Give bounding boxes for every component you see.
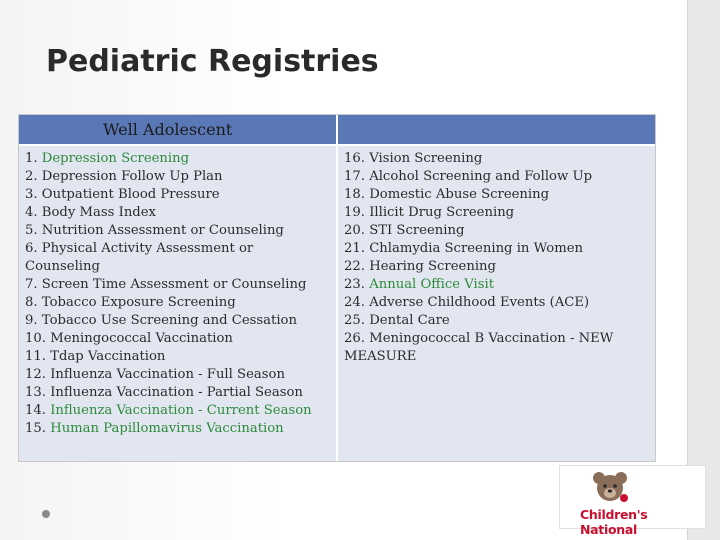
registry-list-right [344, 150, 651, 366]
registry-list-item [344, 258, 651, 276]
item-text: STI Screening [369, 223, 465, 238]
item-text: Influenza Vaccination - Current Season [50, 403, 312, 418]
table-column-right [338, 146, 655, 461]
item-number: 25. [344, 313, 365, 328]
table-header-label: Well Adolescent [103, 120, 233, 139]
item-text: Adverse Childhood Events (ACE) [369, 295, 590, 310]
registry-list-item [344, 168, 651, 186]
registry-list-item [25, 420, 332, 438]
item-text: Screen Time Assessment or Counseling [41, 277, 307, 292]
teddy-bear-icon [590, 470, 630, 506]
item-number: 22. [344, 259, 365, 274]
item-number: 15. [25, 421, 46, 436]
item-text: Human Papillomavirus Vaccination [50, 421, 284, 436]
registry-list-item [25, 402, 332, 420]
registry-list-item [25, 240, 332, 276]
registry-list-item [25, 348, 332, 366]
item-number: 21. [344, 241, 365, 256]
registry-list-item [344, 186, 651, 204]
item-number: 26. [344, 331, 365, 346]
page-title: Pediatric Registries [46, 44, 379, 79]
slide-right-edge [687, 0, 720, 540]
item-text: Annual Office Visit [369, 277, 495, 292]
item-number: 10. [25, 331, 46, 346]
item-number: 16. [344, 151, 365, 166]
item-number: 20. [344, 223, 365, 238]
registry-list-item [25, 222, 332, 240]
item-text: Tdap Vaccination [50, 349, 166, 364]
item-text: Nutrition Assessment or Counseling [41, 223, 284, 238]
item-text: Influenza Vaccination - Full Season [50, 367, 285, 382]
item-number: 8. [25, 295, 38, 310]
registry-list-item [25, 366, 332, 384]
registry-list-item [344, 240, 651, 258]
registry-list-item [25, 384, 332, 402]
logo-text: Children's National [580, 507, 648, 537]
registry-list-item [344, 150, 651, 168]
registry-list-left [25, 150, 332, 438]
item-number: 18. [344, 187, 365, 202]
registry-list-item [25, 186, 332, 204]
item-text: Domestic Abuse Screening [369, 187, 550, 202]
registry-list-item [25, 168, 332, 186]
item-number: 9. [25, 313, 38, 328]
registry-list-item [344, 330, 651, 366]
registry-list-item [344, 222, 651, 240]
item-text: Depression Follow Up Plan [41, 169, 223, 184]
item-text: Illicit Drug Screening [369, 205, 515, 220]
item-text: Meningococcal B Vaccination - NEW MEASURE [344, 331, 614, 364]
bullet-dot [42, 510, 50, 518]
registry-list-item [344, 276, 651, 294]
item-text: Chlamydia Screening in Women [369, 241, 583, 256]
registry-list-item [344, 294, 651, 312]
item-text: Depression Screening [41, 151, 190, 166]
item-text: Meningococcal Vaccination [50, 331, 233, 346]
item-text: Tobacco Exposure Screening [41, 295, 236, 310]
childrens-national-logo [559, 465, 706, 537]
item-number: 5. [25, 223, 38, 238]
registry-list-item [25, 294, 332, 312]
item-text: Influenza Vaccination - Partial Season [50, 385, 303, 400]
item-text: Tobacco Use Screening and Cessation [41, 313, 297, 328]
item-text: Vision Screening [369, 151, 483, 166]
item-number: 12. [25, 367, 46, 382]
item-number: 3. [25, 187, 38, 202]
item-number: 19. [344, 205, 365, 220]
item-text: Physical Activity Assessment or Counseling [25, 241, 254, 274]
registry-list-item [25, 204, 332, 222]
item-number: 24. [344, 295, 365, 310]
registry-list-item [25, 330, 332, 348]
item-text: Alcohol Screening and Follow Up [369, 169, 593, 184]
item-number: 6. [25, 241, 38, 256]
item-number: 13. [25, 385, 46, 400]
item-number: 14. [25, 403, 46, 418]
item-number: 7. [25, 277, 38, 292]
table-column-left [19, 146, 336, 461]
item-number: 1. [25, 151, 38, 166]
item-text: Outpatient Blood Pressure [41, 187, 220, 202]
item-number: 11. [25, 349, 46, 364]
registry-list-item [25, 276, 332, 294]
registry-list-item [344, 204, 651, 222]
item-text: Dental Care [369, 313, 450, 328]
item-text: Hearing Screening [369, 259, 496, 274]
registry-list-item [25, 312, 332, 330]
item-text: Body Mass Index [41, 205, 156, 220]
registry-list-item [344, 312, 651, 330]
table-header-left [19, 115, 336, 146]
item-number: 23. [344, 277, 365, 292]
registry-list-item [25, 150, 332, 168]
item-number: 2. [25, 169, 38, 184]
item-number: 4. [25, 205, 38, 220]
registry-table [18, 114, 656, 462]
item-number: 17. [344, 169, 365, 184]
table-header-right [338, 115, 655, 146]
